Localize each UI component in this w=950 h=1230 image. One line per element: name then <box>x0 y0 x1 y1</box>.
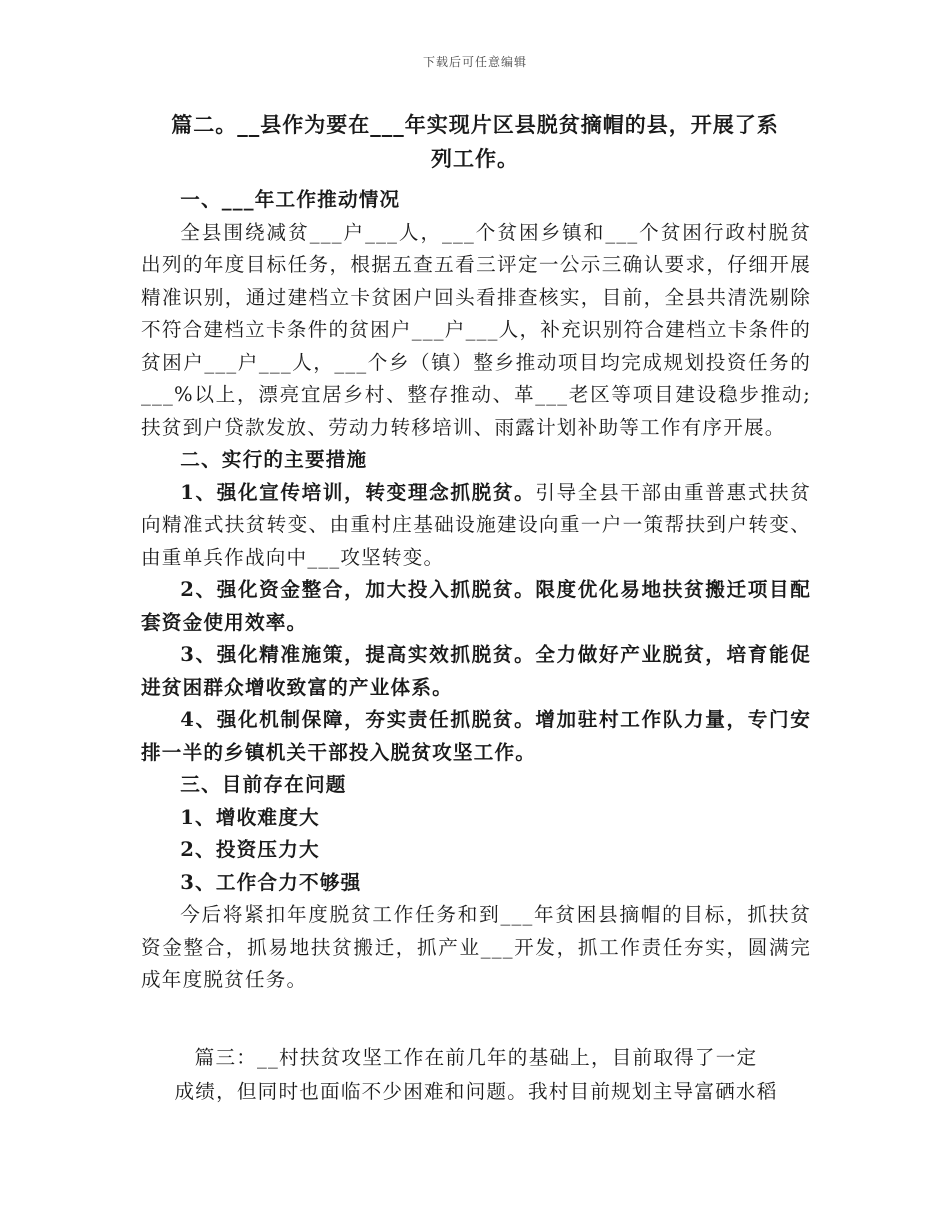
measure-item-1 <box>141 477 811 575</box>
measure-lead: 3、强化精准施策，提高实效抓脱贫。 <box>180 643 536 666</box>
measure-lead: 2、强化资金整合，加大投入抓脱贫。 <box>180 578 536 601</box>
measure-text: 全力做好产业脱贫，培育能促进贫困群众增收致富的产业体系。 <box>141 643 811 699</box>
section-2-heading: 二、实行的主要措施 <box>180 448 368 471</box>
part-3-line-2: 成绩，但同时也面临不少困难和问题。我村目前规划主导富硒水稻 <box>174 1080 778 1103</box>
measure-item-3 <box>141 639 811 704</box>
measure-lead: 4、强化机制保障，夯实责任抓脱贫。 <box>180 708 536 731</box>
part-3-line-1: 篇三：__村扶贫攻坚工作在前几年的基础上，目前取得了一定 <box>194 1046 758 1069</box>
measure-text: 增加驻村工作队力量，专门安排一半的乡镇机关干部投入脱贫攻坚工作。 <box>141 708 811 764</box>
problem-item-2: 2、投资压力大 <box>180 838 320 861</box>
section-3-heading: 三、目前存在问题 <box>180 773 347 796</box>
measure-text: 引导全县干部由重普惠式扶贫向精准式扶贫转变、由重村庄基础设施建设向重一户一策帮扶到户转变、由重单兵作战向中___攻坚转变。 <box>141 480 811 569</box>
document-title <box>140 108 810 176</box>
section-1-heading: 一、___年工作推动情况 <box>180 188 401 211</box>
measure-item-2 <box>141 574 811 639</box>
problem-item-3: 3、工作合力不够强 <box>180 870 362 894</box>
problem-item-1: 1、增收难度大 <box>180 805 320 829</box>
title-line-2: 列工作。 <box>431 146 519 171</box>
measure-lead: 1、强化宣传培训，转变理念抓脱贫。 <box>180 480 536 504</box>
measure-item-4 <box>141 704 811 769</box>
section-1-paragraph: 全县围绕减贫___户___人，___个贫困乡镇和___个贫困行政村脱贫出列的年度目标任务，根据五查五看三评定一公示三确认要求，仔细开展精准识别，通过建档立卡贫困户回头看排查核实，目前，全县共清洗剔除不符合建档立卡条件的贫困户___户___人，补充识别符合建档立卡条件的贫困户___户___人，___个乡（镇）整乡推动项目均完成规划投资任务的___%以上，漂亮宜居乡村、整存推动、革___老区等项目建设稳步推动;扶贫到户贷款发放、劳动力转移培训、雨露计划补助等工作有序开展。 <box>141 220 811 439</box>
header-note: 下载后可任意编辑 <box>422 55 527 69</box>
document-body <box>141 184 811 997</box>
closing-paragraph: 今后将紧扣年度脱贫工作任务和到___年贫困县摘帽的目标，抓扶贫资金整合，抓易地扶贫搬迁，抓产业___开发，抓工作责任夯实，圆满完成年度脱贫任务。 <box>141 903 811 991</box>
part-3-intro <box>141 1041 811 1109</box>
measure-text: 限度优化易地扶贫搬迁项目配套资金使用效率。 <box>141 578 811 634</box>
title-line-1: 篇二。__县作为要在___年实现片区县脱贫摘帽的县，开展了系 <box>171 112 779 137</box>
